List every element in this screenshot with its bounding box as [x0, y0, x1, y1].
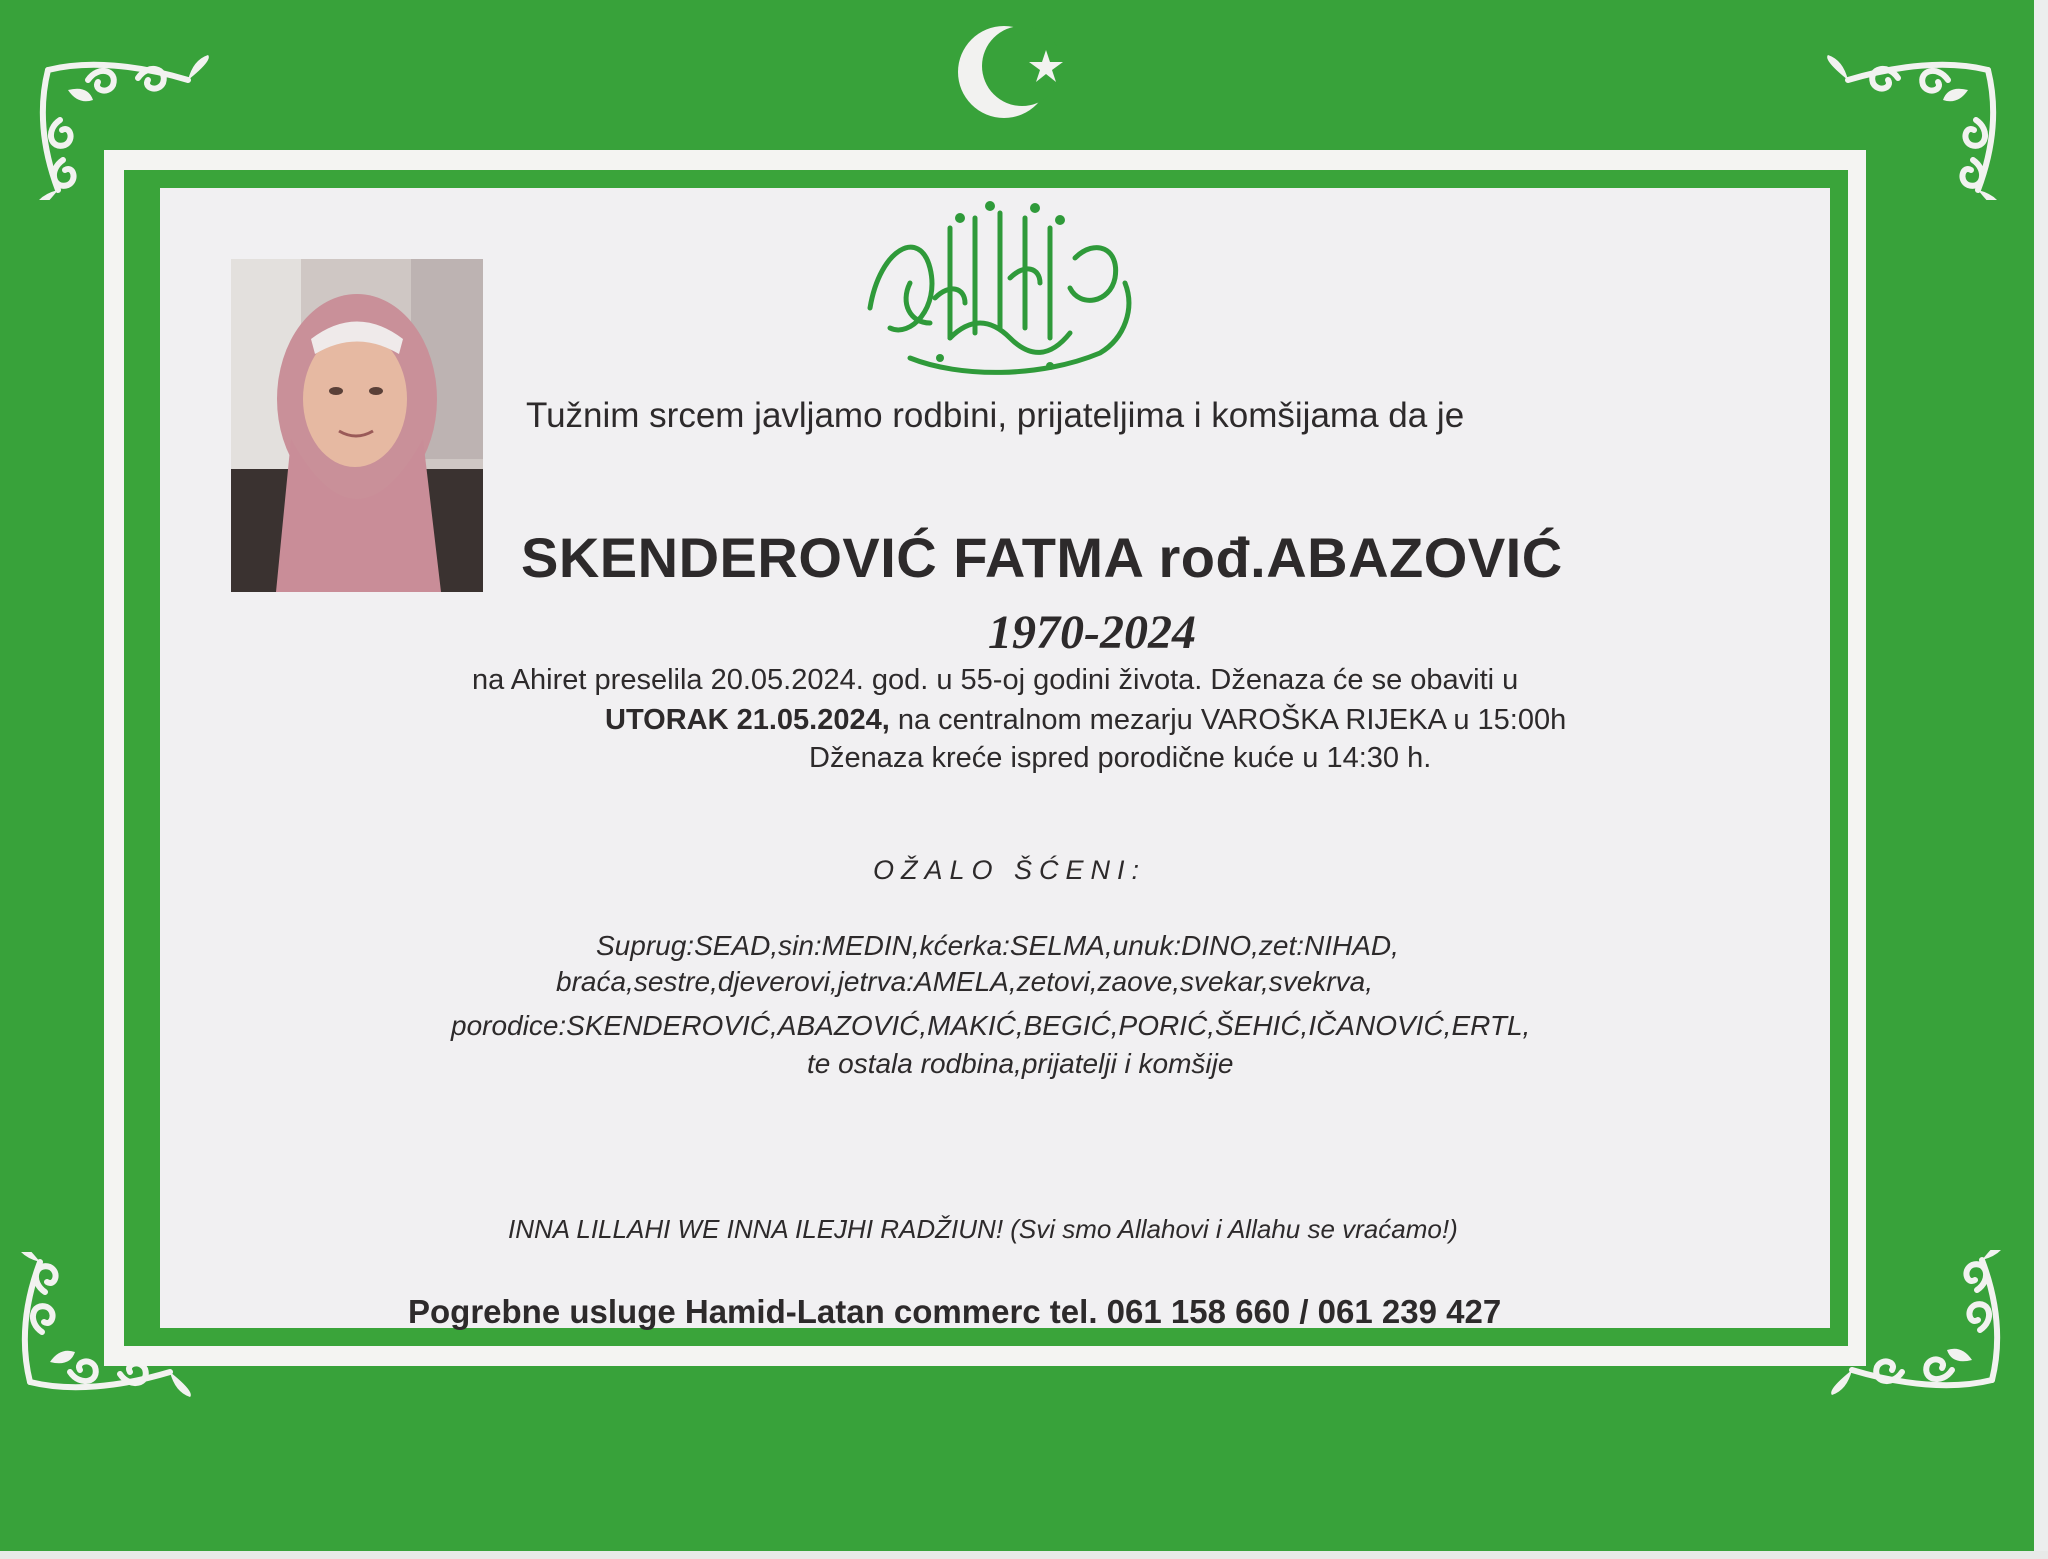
mourners-heading: OŽALO ŠĆENI: [873, 855, 1147, 885]
background-edge-bottom [0, 1551, 2048, 1559]
portrait-photo [231, 259, 483, 592]
family-line: te ostala rodbina,prijatelji i komšije [807, 1048, 1234, 1079]
intro-text: Tužnim srcem javljamo rodbini, prijateljima i komšijama da je [526, 396, 1465, 435]
prayer-text: INNA LILLAHI WE INNA ILEJHI RADŽIUN! (Svi smo Allahovi i Allahu se vraćamo!) [508, 1214, 1458, 1244]
arabic-calligraphy-icon [850, 188, 1150, 388]
funeral-service-contact: Pogrebne usluge Hamid-Latan commerc tel. 061 158 660 / 061 239 427 [408, 1293, 1502, 1330]
deceased-name: SKENDEROVIĆ FATMA rođ.ABAZOVIĆ [521, 526, 1563, 589]
background-edge [2034, 0, 2048, 1559]
family-line: braća,sestre,djeverovi,jetrva:AMELA,zetovi,zaove,svekar,svekrva, [556, 966, 1374, 997]
family-line: porodice:SKENDEROVIĆ,ABAZOVIĆ,MAKIĆ,BEGIĆ,PORIĆ,ŠEHIĆ,IČANOVIĆ,ERTL, [451, 1010, 1531, 1041]
funeral-date: UTORAK 21.05.2024, [605, 704, 890, 736]
death-details-line: na Ahiret preselila 20.05.2024. god. u 55-oj godini života. Dženaza će se obaviti u [472, 664, 1519, 696]
life-years: 1970-2024 [988, 606, 1196, 659]
funeral-location: na centralnom mezarju VAROŠKA RIJEKA u 15:00h [889, 704, 1567, 736]
procession-details-line: Dženaza kreće ispred porodične kuće u 14:30 h. [809, 742, 1432, 774]
crescent-star-icon [946, 10, 1076, 140]
family-line: Suprug:SEAD,sin:MEDIN,kćerka:SELMA,unuk:DINO,zet:NIHAD, [596, 930, 1399, 961]
funeral-details-line [605, 704, 1566, 737]
